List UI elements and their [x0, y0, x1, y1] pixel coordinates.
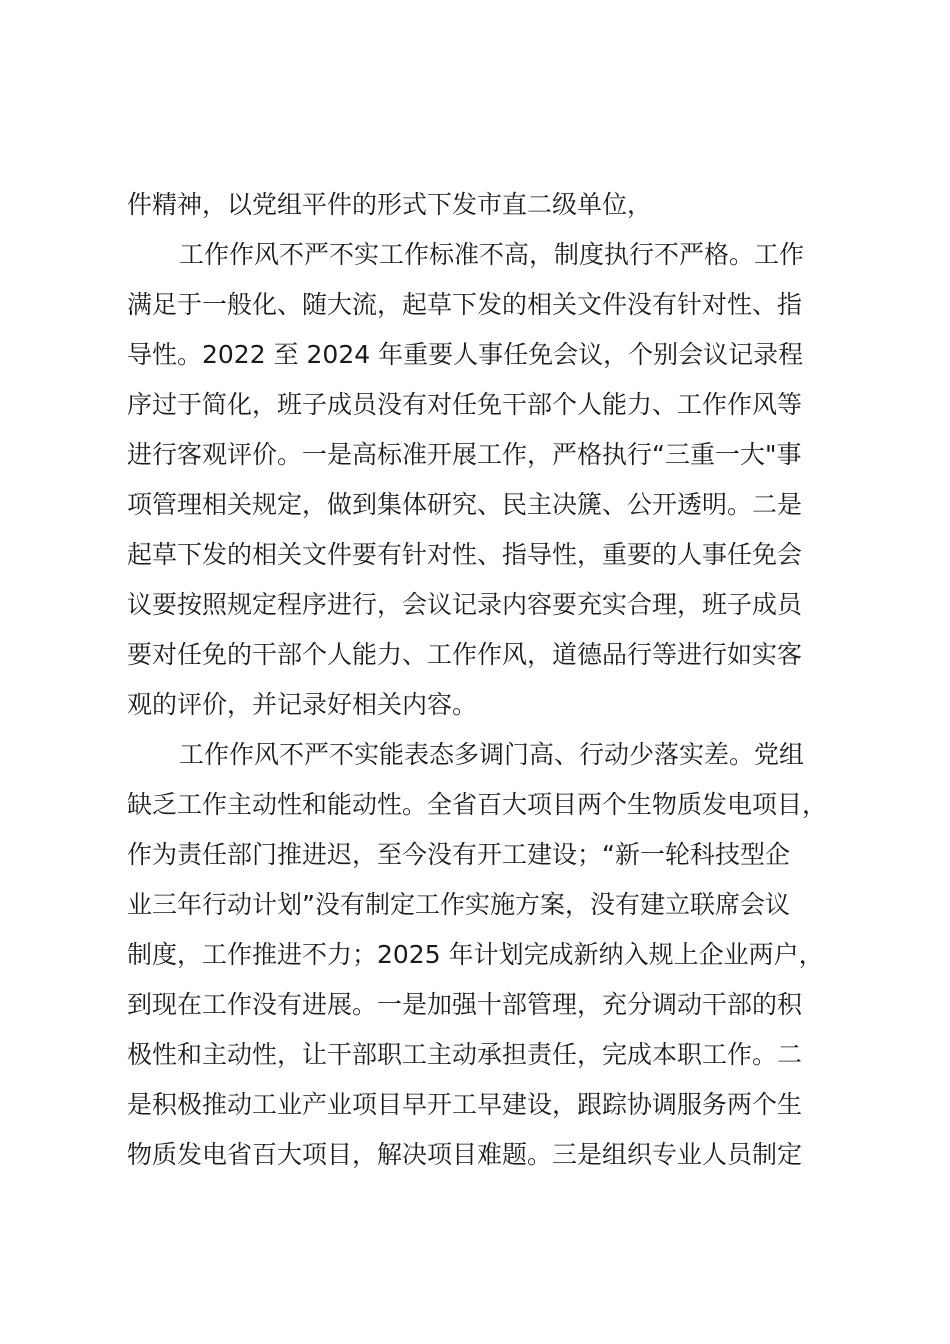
- text-line: 是积极推动工业产业项目早开工早建设，跟踪协调服务两个生: [127, 1090, 803, 1119]
- text-line: 导性。2022 至 2024 年重要人事任免会议，个别会议记录程: [127, 340, 804, 369]
- text-line: 作为责任部门推进迟，至今没有开工建设；“新一轮科技型企: [127, 840, 790, 869]
- text-line: 进行客观评价。一是高标准开展工作，严格执行“三重一大"事: [127, 440, 802, 469]
- text-line: 业三年行动计划”没有制定工作实施方案，没有建立联席会议: [127, 890, 790, 919]
- text-line: 观的评价，并记录好相关内容。: [127, 690, 478, 719]
- text-line: 极性和主动性，让干部职工主动承担责任，完成本职工作。二: [127, 1040, 803, 1069]
- text-line: 项管理相关规定，做到集体研究、民主决篪、公开透明。二是: [127, 490, 803, 519]
- text-line: 起草下发的相关文件要有针对性、指导性，重要的人事任免会: [127, 540, 803, 569]
- text-line: 要对任免的干部个人能力、工作作风，道德品行等进行如实客: [127, 640, 803, 669]
- document-body: [127, 180, 837, 1180]
- text-line: 序过于简化，班子成员没有对任免干部个人能力、工作作风等: [127, 390, 803, 419]
- text-line: 物质发电省百大项目，解决项目难题。三是组织专业人员制定: [127, 1140, 803, 1169]
- text-line: 工作作风不严不实工作标准不高，制度执行不严格。工作: [179, 240, 805, 269]
- text-line: 缺乏工作主动性和能动性。全省百大项目两个生物质发电项目，: [127, 790, 828, 819]
- text-line: 到现在工作没有进展。一是加强十部管理，充分调动干部的积: [127, 990, 803, 1019]
- text-line: 工作作风不严不实能表态多调门高、行动少落实差。党组: [179, 740, 805, 769]
- text-line: 件精神，以党组平件的形式下发市直二级单位，: [127, 190, 653, 219]
- text-line: 议要按照规定程序进行，会议记录内容要充实合理，班子成员: [127, 590, 803, 619]
- text-line: 制度，工作推进不力；2025 年计划完成新纳入规上企业两户，: [127, 940, 824, 969]
- text-line: 满足于一般化、随大流，起草下发的相关文件没有针对性、指: [127, 290, 803, 319]
